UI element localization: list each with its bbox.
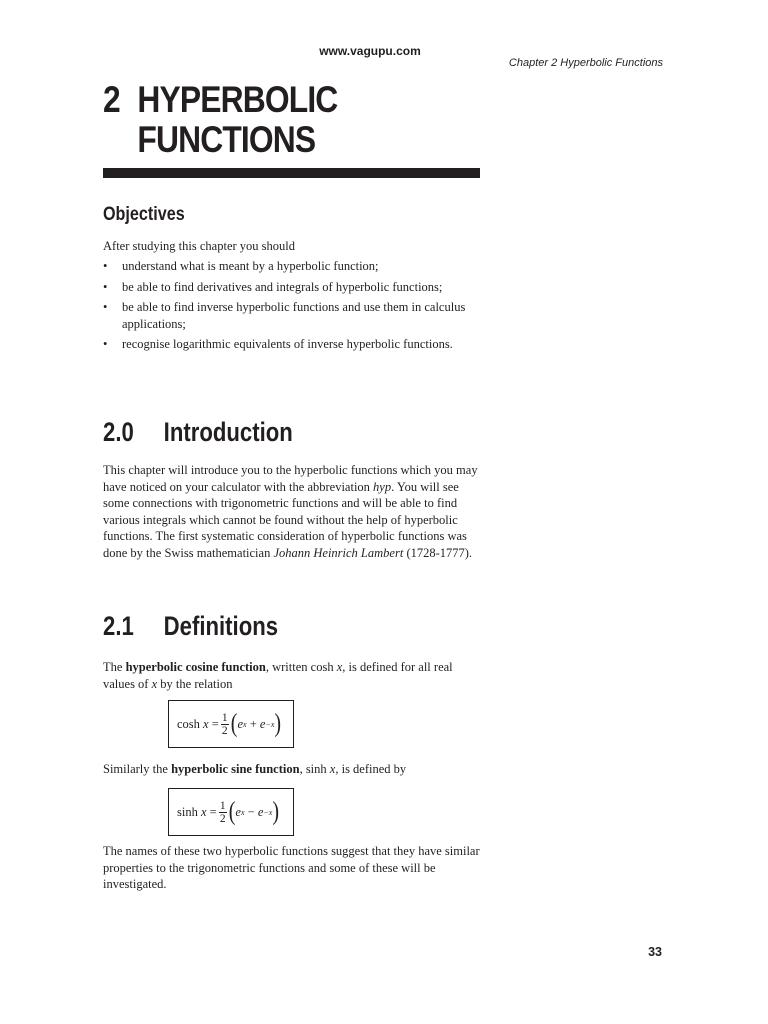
- cosh-formula-box: cosh x = $\frac{1}{2}$ ( e x + e −x ): [168, 700, 294, 748]
- section-heading-definitions: [103, 611, 278, 642]
- text: ,: [299, 762, 306, 776]
- formula-equals: =: [211, 716, 219, 731]
- intro-italic-hyp: hyp: [373, 479, 392, 494]
- formula-var: x: [203, 716, 209, 731]
- exponent: −x: [263, 807, 273, 817]
- list-item: [103, 336, 483, 353]
- chapter-title-line1: HYPERBOLIC: [137, 79, 338, 120]
- objectives-list: [103, 258, 483, 357]
- text: The: [103, 660, 126, 674]
- cosh-intro-paragraph: [103, 659, 483, 692]
- intro-text-2: . You will see some connections with trigonometric functions and will be able to find various integrals which cannot be found without the help of hyperbolic functions. The first systematic consideration of hyperbolic functions was done by the Swiss mathematician: [103, 479, 467, 560]
- formula-equals: =: [209, 804, 217, 819]
- denominator: 2: [219, 812, 226, 825]
- text: , is defined for all real values of: [103, 660, 453, 691]
- text: , written: [265, 660, 311, 674]
- fn-cosh: cosh: [310, 660, 334, 674]
- fraction-half: [221, 712, 229, 737]
- objectives-heading: Objectives: [103, 204, 185, 225]
- denominator: 2: [221, 724, 228, 737]
- text: , is defined by: [335, 762, 407, 776]
- var-x: x: [336, 660, 343, 674]
- operator: +: [249, 716, 257, 731]
- list-item: [103, 258, 483, 275]
- exponent: x: [240, 807, 245, 817]
- fraction-half: [219, 800, 227, 825]
- operator: −: [247, 804, 255, 819]
- term-sinh: hyperbolic sine function: [171, 762, 300, 776]
- list-item: [103, 279, 483, 296]
- e-symbol: e: [235, 804, 241, 819]
- page-number: 33: [648, 945, 662, 959]
- chapter-number: 2: [103, 79, 120, 120]
- text: by the relation: [157, 676, 233, 691]
- formula-fn: cosh: [177, 716, 200, 731]
- var-x: x: [329, 762, 336, 776]
- formula-var: x: [200, 804, 207, 819]
- site-url[interactable]: www.vagupu.com: [319, 44, 421, 58]
- numerator: 1: [221, 711, 228, 724]
- objectives-intro: After studying this chapter you should: [103, 239, 295, 253]
- term-cosh: hyperbolic cosine function: [125, 660, 266, 674]
- section-number: 2.1: [103, 611, 134, 641]
- section-heading-introduction: [103, 417, 293, 448]
- e-symbol: e: [259, 716, 266, 731]
- intro-text-3: (1728-1777).: [403, 545, 473, 560]
- fn-sinh: sinh: [305, 762, 327, 776]
- running-head: Chapter 2 Hyperbolic Functions: [508, 57, 663, 69]
- intro-text-1: This chapter will introduce you to the hyperbolic functions which you may have noticed on your calculator with the abbreviation: [103, 463, 478, 494]
- bullet-icon: •: [103, 279, 108, 294]
- chapter-title-line2: FUNCTIONS: [137, 119, 316, 160]
- bullet-icon: •: [103, 259, 108, 273]
- objective-text: be able to find derivatives and integrals of hyperbolic functions;: [122, 279, 443, 294]
- closing-paragraph: The names of these two hyperbolic functions suggest that they have similar properties to the trigonometric functions and some of these will be investigated.: [103, 844, 480, 891]
- objective-text: understand what is meant by a hyperbolic function;: [122, 259, 379, 273]
- exponent: −x: [265, 719, 275, 729]
- intro-italic-name: Johann Heinrich Lambert: [273, 545, 404, 560]
- title-rule: [103, 168, 480, 178]
- sinh-intro-paragraph: [103, 761, 483, 778]
- sinh-formula-box: sinh x = $\frac{1}{2}$ ( e x − e −x ): [168, 788, 294, 836]
- objective-text: be able to find inverse hyperbolic functions and use them in calculus applications;: [122, 300, 466, 331]
- bullet-icon: •: [103, 337, 108, 351]
- e-symbol: e: [257, 804, 264, 819]
- introduction-paragraph: [103, 462, 483, 561]
- section-title: Introduction: [163, 417, 293, 447]
- objective-text: recognise logarithmic equivalents of inverse hyperbolic functions.: [122, 337, 453, 351]
- exponent: x: [243, 719, 247, 729]
- section-title: Definitions: [163, 611, 279, 641]
- bullet-icon: •: [103, 300, 108, 314]
- var-x: x: [151, 676, 158, 691]
- text: Similarly the: [103, 762, 172, 776]
- numerator: 1: [219, 799, 226, 812]
- section-number: 2.0: [103, 417, 134, 447]
- chapter-title: [103, 80, 337, 160]
- list-item: [103, 299, 483, 332]
- e-symbol: e: [237, 716, 244, 731]
- formula-fn: sinh: [177, 804, 198, 819]
